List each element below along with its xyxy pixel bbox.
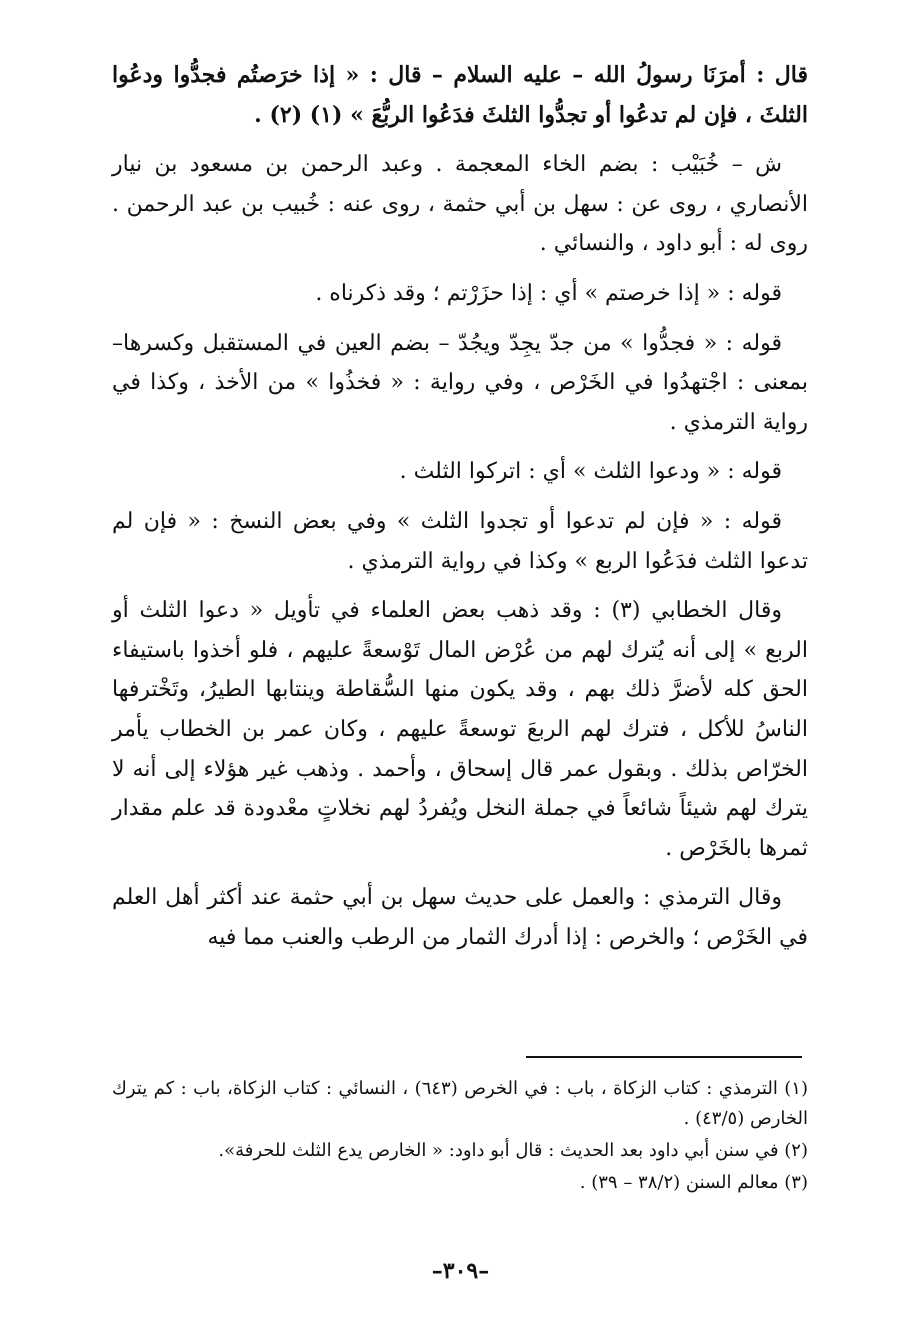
footnotes <box>112 1074 808 1200</box>
footnote-1: (١) الترمذي : كتاب الزكاة ، باب : في الخرص (٦٤٣) ، النسائي : كتاب الزكاة، باب : كم يترك الخارص (٤٣/٥) . <box>112 1078 808 1129</box>
hadith-text: قال : أمرَنَا رسولُ الله – عليه السلام – قال : « إذا خرَصتُم فجدُّوا ودعُوا الثلثَ ، فإن لم تدعُوا أو تجدُّوا الثلثَ فدَعُوا الربُّعَ » (١) (٢) . <box>112 62 808 128</box>
commentary-thuluth: قوله : « ودعوا الثلث » أي : اتركوا الثلث . <box>399 459 782 485</box>
page-number: –٣٠٩– <box>431 1258 490 1284</box>
commentary-kharastum: قوله : « إذا خرصتم » أي : إذا حزَرْتم ؛ وقد ذكرناه . <box>315 280 782 306</box>
commentary-rub: قوله : « فإن لم تدعوا أو تجدوا الثلث » وفي بعض النسخ : « فإن لم تدعوا الثلث فدَعُوا الربع » وكذا في رواية الترمذي . <box>112 508 808 574</box>
commentary-khattabi: وقال الخطابي (٣) : وقد ذهب بعض العلماء في تأويل « دعوا الثلث أو الربع » إلى أنه يُترك لهم من عُرْض المال تَوْسعةً عليهم ، فلو أخذوا باستيفاء الحق كله لأضرَّ ذلك بهم ، وقد يكون منها السُّقاطة وينتابها الطيرُ، وتَخْترفها الناسُ للأكل ، فترك لهم الربعَ توسعةً عليهم ، وكان عمر بن الخطاب يأمر الخرّاص بذلك . وبقول عمر قال إسحاق ، وأحمد . وذهب غير هؤلاء إلى أنه لا يترك لهم شيئاً شائعاً في جملة النخل ويُفردُ لهم نخلاتٍ معْدودة قد علم مقدار ثمرها بالخَرْص . <box>112 598 808 861</box>
footnote-3: (٣) معالم السنن (٣٨/٢ – ٣٩) . <box>579 1172 808 1193</box>
main-text <box>112 56 808 967</box>
footnote-divider <box>526 1056 802 1058</box>
commentary-narrator: ش – خُبَيْب : بضم الخاء المعجمة . وعبد الرحمن بن مسعود بن نيار الأنصاري ، روى عن : سهل بن أبي حثمة ، روى عنه : خُبيب بن عبد الرحمن . روى له : أبو داود ، والنسائي . <box>112 152 808 257</box>
commentary-tirmidhi: وقال الترمذي : والعمل على حديث سهل بن أبي حثمة عند أكثر أهل العلم في الخَرْص ؛ والخرص : إذا أدرك الثمار من الرطب والعنب مما فيه <box>112 885 808 950</box>
footnote-2: (٢) في سنن أبي داود بعد الحديث : قال أبو داود: « الخارص يدع الثلث للحرفة». <box>218 1140 808 1161</box>
commentary-fajuddu: قوله : « فجدُّوا » من جدّ يجِدّ ويجُدّ – بضم العين في المستقبل وكسرها– بمعنى : اجْتهدُوا في الخَرْص ، وفي رواية : « فخذُوا » من الأخذ ، وكذا في رواية الترمذي . <box>112 330 808 435</box>
